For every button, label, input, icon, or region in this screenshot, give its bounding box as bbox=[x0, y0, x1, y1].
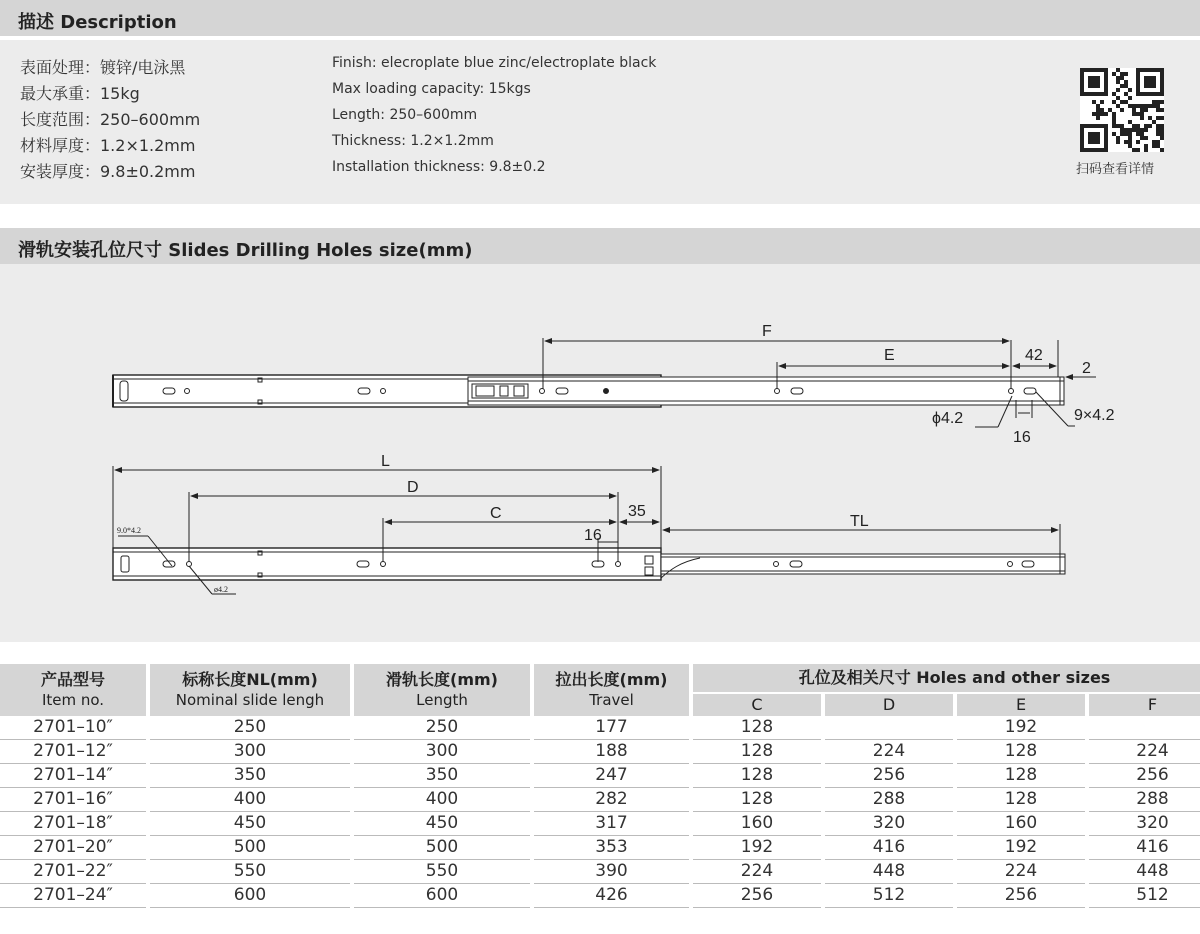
header-nominal-en: Nominal slide lengh bbox=[175, 691, 325, 709]
spec-length-cn: 长度范围：250–600mm bbox=[20, 110, 201, 129]
cell-d: 320 bbox=[825, 812, 953, 836]
cell-length: 600 bbox=[354, 884, 530, 908]
header-length bbox=[354, 664, 530, 716]
dim-C: C bbox=[490, 505, 502, 522]
spec-install-cn: 安装厚度：9.8±0.2mm bbox=[20, 162, 196, 181]
cell-f: 320 bbox=[1089, 812, 1200, 836]
table-row bbox=[0, 836, 1200, 860]
dim-L: L bbox=[381, 453, 390, 470]
cell-e: 192 bbox=[957, 836, 1085, 860]
spec-finish-cn: 表面处理：镀锌/电泳黑 bbox=[20, 58, 186, 77]
dim-E: E bbox=[884, 347, 895, 364]
cell-e: 192 bbox=[957, 716, 1085, 740]
description-panel bbox=[0, 40, 1200, 204]
cell-e: 256 bbox=[957, 884, 1085, 908]
spec-length-en: Length: 250–600mm bbox=[332, 107, 478, 123]
cell-nominal: 450 bbox=[150, 812, 350, 836]
cell-d: 224 bbox=[825, 740, 953, 764]
header-item bbox=[0, 664, 146, 716]
dim-F: F bbox=[762, 323, 772, 340]
cell-item: 2701–12″ bbox=[0, 740, 146, 764]
cell-item: 2701–10″ bbox=[0, 716, 146, 740]
cell-d: 256 bbox=[825, 764, 953, 788]
cell-item: 2701–18″ bbox=[0, 812, 146, 836]
cell-c: 128 bbox=[693, 788, 821, 812]
cell-c: 128 bbox=[693, 740, 821, 764]
dim-16-top: 16 bbox=[1013, 429, 1031, 446]
cell-nominal: 550 bbox=[150, 860, 350, 884]
cell-f: 256 bbox=[1089, 764, 1200, 788]
cell-c: 256 bbox=[693, 884, 821, 908]
drilling-title: 滑轨安装孔位尺寸 Slides Drilling Holes size(mm) bbox=[18, 240, 473, 261]
cell-nominal: 500 bbox=[150, 836, 350, 860]
header-f: F bbox=[1089, 694, 1200, 716]
table-row bbox=[0, 884, 1200, 908]
spec-install-en: Installation thickness: 9.8±0.2 bbox=[332, 159, 546, 175]
cell-nominal: 400 bbox=[150, 788, 350, 812]
header-travel bbox=[534, 664, 689, 716]
qr-code[interactable] bbox=[1080, 68, 1164, 152]
cell-e: 224 bbox=[957, 860, 1085, 884]
cell-length: 500 bbox=[354, 836, 530, 860]
cell-f: 288 bbox=[1089, 788, 1200, 812]
table-row bbox=[0, 716, 1200, 740]
cell-d: 416 bbox=[825, 836, 953, 860]
header-holes: 孔位及相关尺寸 Holes and other sizes bbox=[693, 664, 1200, 694]
header-nominal bbox=[150, 664, 350, 716]
header-travel-cn: 拉出长度(mm) bbox=[555, 670, 668, 689]
cell-item: 2701–24″ bbox=[0, 884, 146, 908]
cell-nominal: 300 bbox=[150, 740, 350, 764]
cell-travel: 177 bbox=[534, 716, 689, 740]
cell-d: 288 bbox=[825, 788, 953, 812]
dim-35: 35 bbox=[628, 503, 646, 520]
description-header bbox=[0, 0, 1200, 36]
cell-d: 512 bbox=[825, 884, 953, 908]
cell-travel: 282 bbox=[534, 788, 689, 812]
cell-length: 550 bbox=[354, 860, 530, 884]
cell-nominal: 600 bbox=[150, 884, 350, 908]
cell-c: 160 bbox=[693, 812, 821, 836]
cell-c: 128 bbox=[693, 764, 821, 788]
table-body bbox=[0, 716, 1200, 908]
dim-slot: 9×4.2 bbox=[1074, 407, 1115, 424]
header-d: D bbox=[825, 694, 953, 716]
cell-e: 128 bbox=[957, 764, 1085, 788]
cell-nominal: 350 bbox=[150, 764, 350, 788]
cell-f: 224 bbox=[1089, 740, 1200, 764]
cell-length: 400 bbox=[354, 788, 530, 812]
cell-travel: 247 bbox=[534, 764, 689, 788]
cell-e: 128 bbox=[957, 740, 1085, 764]
drilling-header bbox=[0, 228, 1200, 264]
cell-f: 416 bbox=[1089, 836, 1200, 860]
spec-finish-en: Finish: elecroplate blue zinc/electroplate black bbox=[332, 55, 657, 71]
cell-item: 2701–20″ bbox=[0, 836, 146, 860]
cell-travel: 353 bbox=[534, 836, 689, 860]
cell-travel: 317 bbox=[534, 812, 689, 836]
cell-item: 2701–22″ bbox=[0, 860, 146, 884]
header-travel-en: Travel bbox=[589, 691, 634, 709]
description-title: 描述 Description bbox=[18, 12, 177, 33]
dim-42: 42 bbox=[1025, 347, 1043, 364]
cell-c: 128 bbox=[693, 716, 821, 740]
table-row bbox=[0, 860, 1200, 884]
header-length-cn: 滑轨长度(mm) bbox=[386, 670, 498, 689]
cell-f: 448 bbox=[1089, 860, 1200, 884]
header-length-en: Length bbox=[416, 691, 468, 709]
spec-capacity-en: Max loading capacity: 15kgs bbox=[332, 81, 531, 97]
cell-travel: 426 bbox=[534, 884, 689, 908]
cell-f: 512 bbox=[1089, 884, 1200, 908]
slide-drawing bbox=[0, 268, 1200, 642]
cell-item: 2701–14″ bbox=[0, 764, 146, 788]
dim-phi42: ϕ4.2 bbox=[932, 410, 964, 427]
spec-table bbox=[0, 664, 1200, 908]
cell-e: 128 bbox=[957, 788, 1085, 812]
qr-caption: 扫码查看详情 bbox=[1076, 162, 1155, 177]
cell-item: 2701–16″ bbox=[0, 788, 146, 812]
dim-phi-small: ø4.2 bbox=[214, 585, 228, 594]
dim-2: 2 bbox=[1082, 360, 1091, 377]
header-nominal-cn: 标称长度NL(mm) bbox=[182, 670, 318, 689]
header-c: C bbox=[693, 694, 821, 716]
dim-16-bottom: 16 bbox=[584, 527, 602, 544]
cell-travel: 188 bbox=[534, 740, 689, 764]
dim-TL: TL bbox=[850, 513, 869, 530]
header-item-cn: 产品型号 bbox=[40, 670, 105, 689]
table-row bbox=[0, 740, 1200, 764]
cell-nominal: 250 bbox=[150, 716, 350, 740]
cell-length: 300 bbox=[354, 740, 530, 764]
cell-c: 224 bbox=[693, 860, 821, 884]
cell-length: 350 bbox=[354, 764, 530, 788]
table-row bbox=[0, 788, 1200, 812]
cell-length: 250 bbox=[354, 716, 530, 740]
cell-e: 160 bbox=[957, 812, 1085, 836]
spec-capacity-cn: 最大承重：15kg bbox=[20, 84, 140, 103]
spec-thickness-cn: 材料厚度：1.2×1.2mm bbox=[20, 136, 196, 155]
header-e: E bbox=[957, 694, 1085, 716]
cell-d: 448 bbox=[825, 860, 953, 884]
cell-f bbox=[1089, 716, 1200, 740]
dim-slot-small: 9.0*4.2 bbox=[117, 526, 141, 535]
cell-length: 450 bbox=[354, 812, 530, 836]
cell-travel: 390 bbox=[534, 860, 689, 884]
header-item-en: Item no. bbox=[41, 691, 105, 709]
cell-d bbox=[825, 716, 953, 740]
cell-c: 192 bbox=[693, 836, 821, 860]
dim-D: D bbox=[407, 479, 419, 496]
table-row bbox=[0, 764, 1200, 788]
table-row bbox=[0, 812, 1200, 836]
spec-thickness-en: Thickness: 1.2×1.2mm bbox=[332, 133, 494, 149]
